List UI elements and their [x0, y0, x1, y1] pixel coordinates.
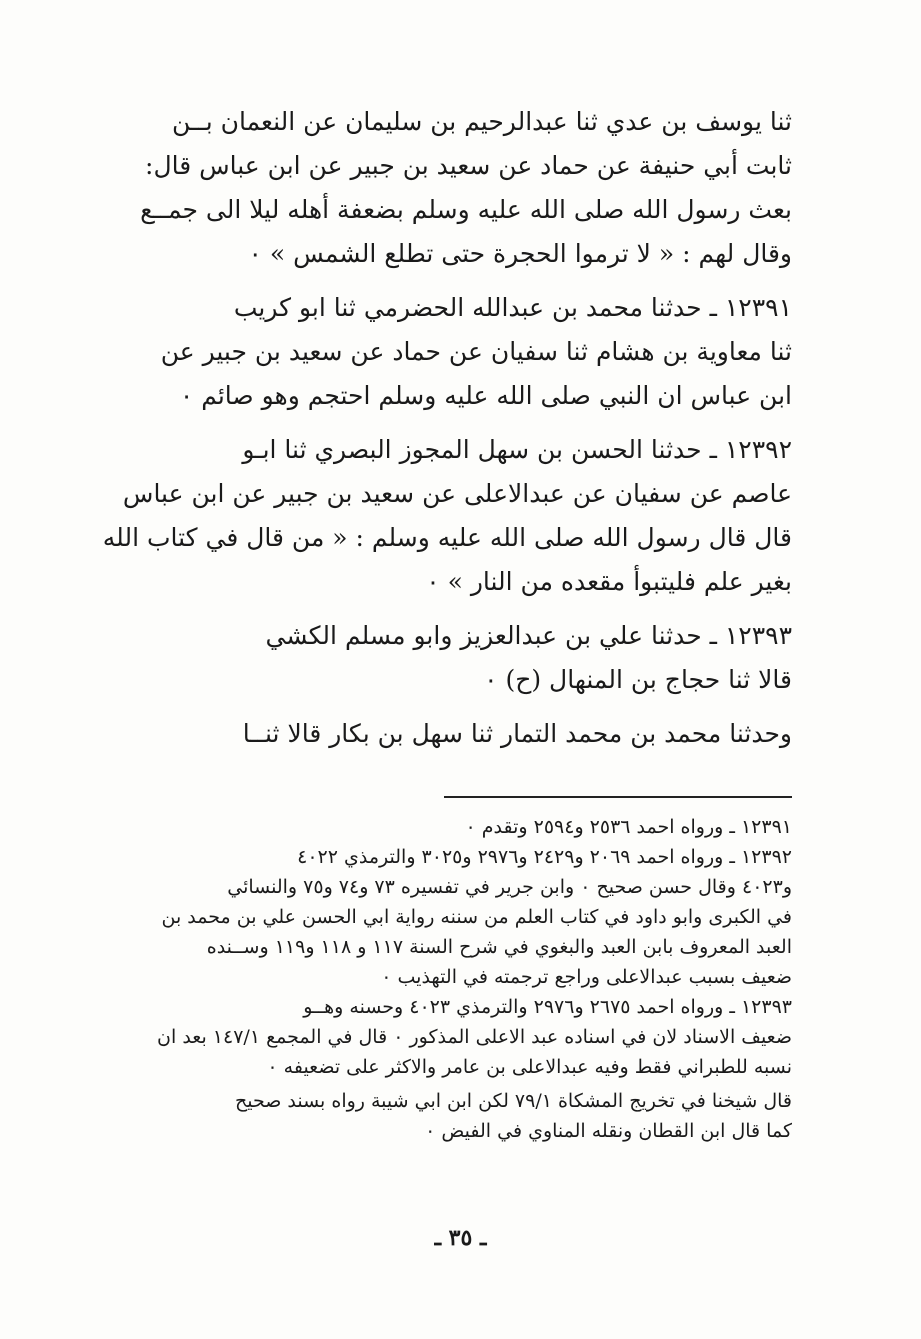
- text-line: ابن عباس ان النبي صلى الله عليه وسلم احتجم وهو صائم ٠: [179, 381, 792, 410]
- footnote-line: قال شيخنا في تخريج المشكاة ٧٩/١ لكن ابن ابي شيبة رواه بسند صحيح: [234, 1090, 792, 1112]
- paragraph-gap: [92, 604, 792, 614]
- paragraph-gap: [92, 418, 792, 428]
- text-line: قالا ثنا حجاج بن المنهال (ح) ٠: [484, 665, 792, 694]
- hadith-12393-heading: ١٢٣٩٣ ـ حدثنا علي بن عبدالعزيز وابو مسلم الكشي: [265, 621, 792, 650]
- text-line: ثنا معاوية بن هشام ثنا سفيان عن حماد عن سعيد بن جبير عن: [160, 337, 792, 366]
- text-line: بغير علم فليتبوأ مقعده من النار » ٠: [426, 567, 792, 596]
- text-line: ثابت أبي حنيفة عن حماد عن سعيد بن جبير عن ابن عباس قال:: [145, 151, 792, 180]
- footnote-line: ضعيف بسبب عبدالاعلى وراجع ترجمته في التهذيب ٠: [381, 966, 792, 988]
- footnote-divider: [444, 796, 792, 798]
- text-line: وقال لهم : « لا ترموا الحجرة حتى تطلع الشمس » ٠: [248, 239, 792, 268]
- text-line: بعث رسول الله صلى الله عليه وسلم بضعفة أهله ليلا الى جمــع: [140, 195, 792, 224]
- text-line: قال قال رسول الله صلى الله عليه وسلم : « من قال في كتاب الله: [102, 523, 792, 552]
- main-text-block: [92, 100, 792, 756]
- footnote-line: في الكبرى وابو داود في كتاب العلم من سننه رواية ابي الحسن علي بن محمد بن: [161, 906, 792, 928]
- text-line: عاصم عن سفيان عن عبدالاعلى عن سعيد بن جبير عن ابن عباس: [122, 479, 792, 508]
- footnote-line: نسبه للطبراني فقط وفيه عبدالاعلى بن عامر والاكثر على تضعيفه ٠: [267, 1056, 792, 1078]
- footnote-line: كما قال ابن القطان ونقله المناوي في الفيض ٠: [425, 1120, 792, 1142]
- footnote-12391: ١٢٣٩١ ـ ورواه احمد ٢٥٣٦ و٢٥٩٤ وتقدم ٠: [465, 816, 792, 838]
- text-line: وحدثنا محمد بن محمد التمار ثنا سهل بن بكار قالا ثنــا: [242, 719, 792, 748]
- paragraph-gap: [92, 702, 792, 712]
- footnote-12393: ١٢٣٩٣ ـ ورواه احمد ٢٦٧٥ و٢٩٧٦ والترمذي ٤٠٢٣ وحسنه وهــو: [303, 996, 792, 1018]
- footnote-line: العبد المعروف بابن العبد والبغوي في شرح السنة ١١٧ و ١١٨ و١١٩ وســنده: [206, 936, 792, 958]
- page-number: ـ ٣٥ ـ: [434, 1225, 487, 1251]
- footnote-line: ضعيف الاسناد لان في اسناده عبد الاعلى المذكور ٠ قال في المجمع ١٤٧/١ بعد ان: [157, 1026, 792, 1048]
- hadith-12392-heading: ١٢٣٩٢ ـ حدثنا الحسن بن سهل المجوز البصري ثنا ابـو: [242, 435, 792, 464]
- footnote-line: و٤٠٢٣ وقال حسن صحيح ٠ وابن جرير في تفسيره ٧٣ و٧٤ و٧٥ والنسائي: [227, 876, 792, 898]
- paragraph-gap: [92, 276, 792, 286]
- footnote-12392: ١٢٣٩٢ ـ ورواه احمد ٢٠٦٩ و٢٤٢٩ و٢٩٧٦ و٣٠٢٥ والترمذي ٤٠٢٢: [297, 846, 792, 868]
- text-line: ثنا يوسف بن عدي ثنا عبدالرحيم بن سليمان عن النعمان بــن: [172, 107, 792, 136]
- hadith-12391-heading: ١٢٣٩١ ـ حدثنا محمد بن عبدالله الحضرمي ثنا ابو كريب: [233, 293, 792, 322]
- footnotes-block: [92, 812, 792, 1146]
